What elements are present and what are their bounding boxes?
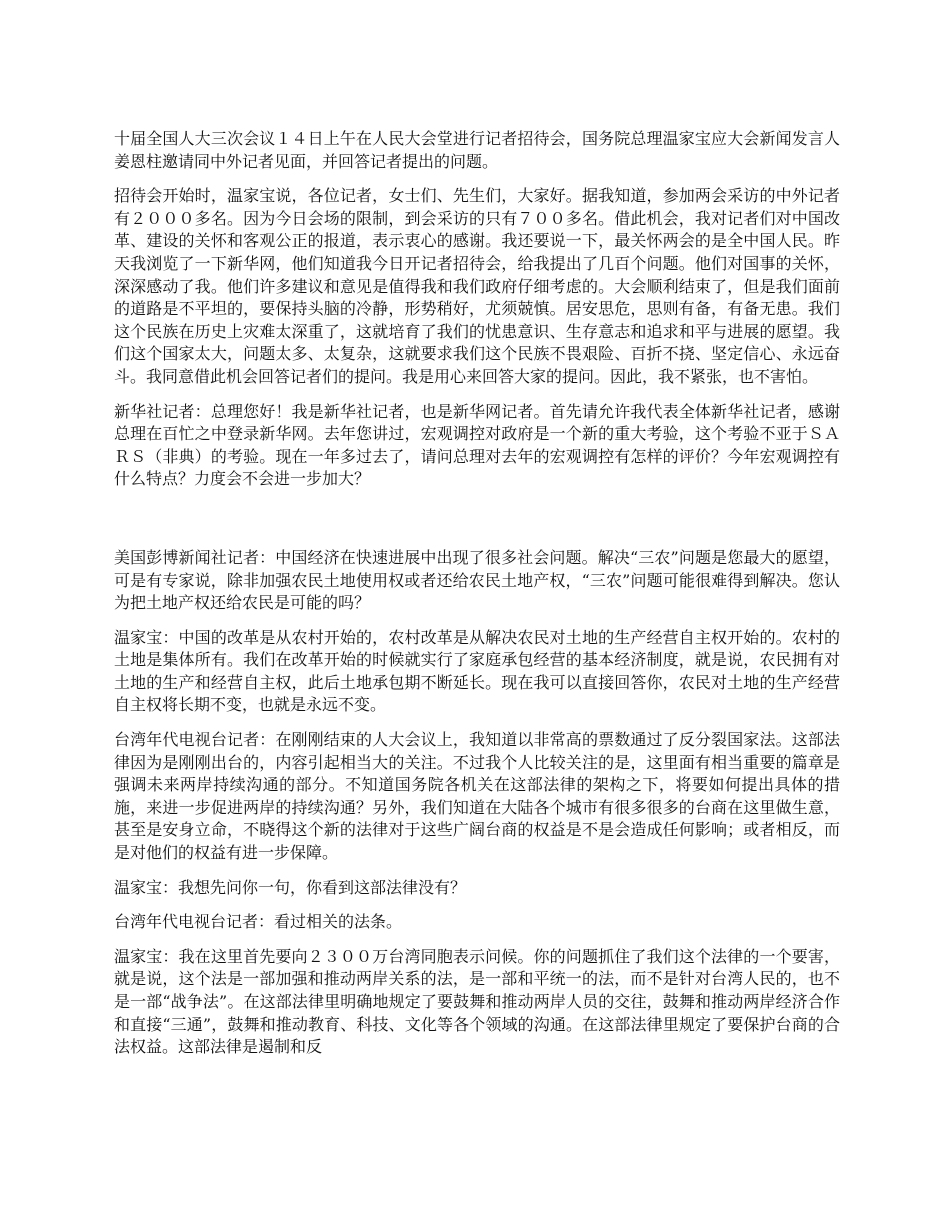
paragraph-bloomberg-question: 美国彭博新闻社记者：中国经济在快速进展中出现了很多社会问题。解决“三农”问题是您最大的愿望，可是有专家说，除非加强农民土地使用权或者还给农民土地产权，“三农”问题可能很难得到解决。您认为把土地产权还给农民是可能的吗？ [114,547,840,613]
paragraph-wen-taiwan-answer: 温家宝：我在这里首先要向２３００万台湾同胞表示问候。你的问题抓住了我们这个法律的一个要害，就是说，这个法是一部加强和推动两岸关系的法，是一部和平统一的法，而不是针对台湾人民的，也不是一部“战争法”。在这部法律里明确地规定了要鼓舞和推动两岸人员的交往，鼓舞和推动两岸经济合作和直接“三通”，鼓舞和推动教育、科技、文化等各个领域的沟通。在这部法律里规定了要保护台商的合法权益。这部法律是遏制和反 [114,946,840,1057]
paragraph-intro: 十届全国人大三次会议１４日上午在人民大会堂进行记者招待会，国务院总理温家宝应大会新闻发言人姜恩柱邀请同中外记者见面，并回答记者提出的问题。 [114,129,840,171]
paragraph-gap [114,503,840,547]
paragraph-opening-remarks: 招待会开始时，温家宝说，各位记者，女士们、先生们，大家好。据我知道，参加两会采访的中外记者有２０００多名。因为今日会场的限制，到会采访的只有７００多名。借此机会，我对记者们对中国改革、建设的关怀和客观公正的报道，表示衷心的感谢。我还要说一下，最关怀两会的是全中国人民。昨天我浏览了一下新华网，他们知道我今日开记者招待会，给我提出了几百个问题。他们对国事的关怀，深深感动了我。他们许多建议和意见是值得我和我们政府仔细考虑的。大会顺利结束了，但是我们面前的道路是不平坦的，要保持头脑的冷静，形势稍好，尤须兢慎。居安思危，思则有备，有备无患。我们这个民族在历史上灾难太深重了，这就培育了我们的忧患意识、生存意志和追求和平与进展的愿望。我们这个国家太大，问题太多、太复杂，这就要求我们这个民族不畏艰险、百折不挠、坚定信心、永远奋斗。我同意借此机会回答记者们的提问。我是用心来回答大家的提问。因此，我不紧张，也不害怕。 [114,186,840,386]
paragraph-wen-land-answer: 温家宝：中国的改革是从农村开始的，农村改革是从解决农民对土地的生产经营自主权开始的。农村的土地是集体所有。我们在改革开始的时候就实行了家庭承包经营的基本经济制度，就是说，农民拥有对土地的生产和经营自主权，此后土地承包期不断延长。现在我可以直接回答你，农民对土地的生产经营自主权将长期不变，也就是永远不变。 [114,627,840,715]
paragraph-taiwan-question: 台湾年代电视台记者：在刚刚结束的人大会议上，我知道以非常高的票数通过了反分裂国家法。这部法律因为是刚刚出台的，内容引起相当大的关注。不过我个人比较关注的是，这里面有相当重要的篇章是强调未来两岸持续沟通的部分。不知道国务院各机关在这部法律的架构之下，将要如何提出具体的措施，来进一步促进两岸的持续沟通？另外，我们知道在大陆各个城市有很多很多的台商在这里做生意，甚至是安身立命，不晓得这个新的法律对于这些广阔台商的权益是不是会造成任何影响；或者相反，而是对他们的权益有进一步保障。 [114,730,840,863]
document-page [114,128,840,1071]
paragraph-wen-counter-question: 温家宝：我想先问你一句，你看到这部法律没有？ [114,877,467,897]
paragraph-xinhua-question: 新华社记者：总理您好！我是新华社记者，也是新华网记者。首先请允许我代表全体新华社记者，感谢总理在百忙之中登录新华网。去年您讲过，宏观调控对政府是一个新的重大考验，这个考验不亚于ＳＡＲＳ（非典）的考验。现在一年多过去了，请问总理对去年的宏观调控有怎样的评价？今年宏观调控有什么特点？力度会不会进一步加大？ [114,401,840,489]
paragraph-taiwan-reply: 台湾年代电视台记者：看过相关的法条。 [114,912,403,932]
